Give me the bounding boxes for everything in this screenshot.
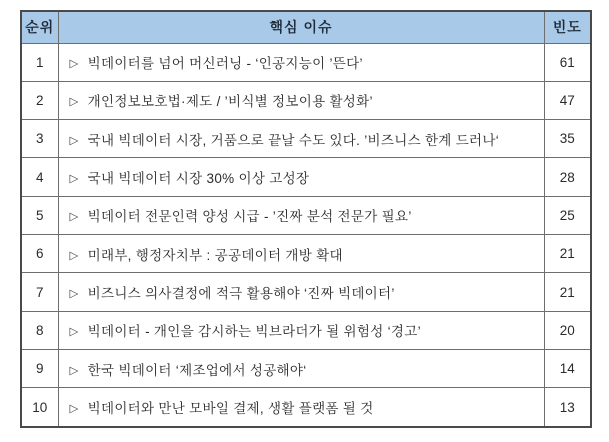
triangle-bullet-icon: ▷ xyxy=(69,173,79,186)
triangle-bullet-icon: ▷ xyxy=(69,364,79,377)
issue-cell xyxy=(58,158,544,196)
rank-cell: 1 xyxy=(21,43,58,81)
rank-cell: 6 xyxy=(21,235,58,273)
rank-cell: 10 xyxy=(21,388,58,427)
issue-cell xyxy=(58,43,544,81)
frequency-cell: 47 xyxy=(544,81,591,119)
triangle-bullet-icon: ▷ xyxy=(69,211,79,224)
issue-text: 미래부, 행정자치부 : 공공데이터 개방 확대 xyxy=(87,247,343,263)
triangle-bullet-icon: ▷ xyxy=(69,58,79,71)
table-row xyxy=(21,158,591,196)
issue-text: 빅데이터를 넘어 머신러닝 - ‘인공지능이 ’뜬다’ xyxy=(87,56,363,72)
triangle-bullet-icon: ▷ xyxy=(69,403,79,416)
frequency-cell: 28 xyxy=(544,158,591,196)
table-row xyxy=(21,120,591,158)
table-row xyxy=(21,273,591,311)
triangle-bullet-icon: ▷ xyxy=(69,326,79,339)
table-row xyxy=(21,350,591,388)
frequency-cell: 14 xyxy=(544,350,591,388)
triangle-bullet-icon: ▷ xyxy=(69,249,79,262)
issue-text: 비즈니스 의사결정에 적극 활용해야 ‘진짜 빅데이터’ xyxy=(87,286,395,302)
issue-cell xyxy=(58,273,544,311)
issue-text: 국내 빅데이터 시장 30% 이상 고성장 xyxy=(87,171,310,187)
frequency-cell: 35 xyxy=(544,120,591,158)
table-row xyxy=(21,311,591,349)
frequency-cell: 13 xyxy=(544,388,591,427)
rank-cell: 8 xyxy=(21,311,58,349)
rank-cell: 9 xyxy=(21,350,58,388)
issue-cell xyxy=(58,196,544,234)
issue-text: 국내 빅데이터 시장, 거품으로 끝날 수도 있다. ’비즈니스 한계 드러나‘ xyxy=(87,132,500,148)
table-row xyxy=(21,43,591,81)
frequency-cell: 20 xyxy=(544,311,591,349)
frequency-cell: 61 xyxy=(544,43,591,81)
issues-table xyxy=(20,10,592,428)
issue-text: 빅데이터 전문인력 양성 시급 - ’진짜 분석 전문가 필요’ xyxy=(87,209,412,225)
issue-text: 개인정보보호법·제도 / ’비식별 정보이용 활성화’ xyxy=(87,94,373,110)
col-header-frequency: 빈도 xyxy=(544,11,591,43)
issue-cell xyxy=(58,350,544,388)
triangle-bullet-icon: ▷ xyxy=(69,288,79,301)
frequency-cell: 21 xyxy=(544,273,591,311)
rank-cell: 7 xyxy=(21,273,58,311)
rank-cell: 4 xyxy=(21,158,58,196)
rank-cell: 3 xyxy=(21,120,58,158)
issue-text: 빅데이터 - 개인을 감시하는 빅브라더가 될 위험성 ‘경고’ xyxy=(87,324,421,340)
table-row xyxy=(21,81,591,119)
col-header-issue: 핵심 이슈 xyxy=(58,11,544,43)
rank-cell: 5 xyxy=(21,196,58,234)
header-row xyxy=(21,11,591,43)
rank-cell: 2 xyxy=(21,81,58,119)
issue-cell xyxy=(58,235,544,273)
table-row xyxy=(21,235,591,273)
issue-cell xyxy=(58,388,544,427)
table-row xyxy=(21,196,591,234)
issue-text: 한국 빅데이터 ‘제조업에서 성공해야‘ xyxy=(87,362,307,378)
triangle-bullet-icon: ▷ xyxy=(69,96,79,109)
issue-text: 빅데이터와 만난 모바일 결제, 생활 플랫폼 될 것 xyxy=(87,401,374,417)
triangle-bullet-icon: ▷ xyxy=(69,134,79,147)
frequency-cell: 21 xyxy=(544,235,591,273)
col-header-rank: 순위 xyxy=(21,11,58,43)
issue-cell xyxy=(58,81,544,119)
issue-cell xyxy=(58,311,544,349)
frequency-cell: 25 xyxy=(544,196,591,234)
table-row xyxy=(21,388,591,427)
issue-cell xyxy=(58,120,544,158)
